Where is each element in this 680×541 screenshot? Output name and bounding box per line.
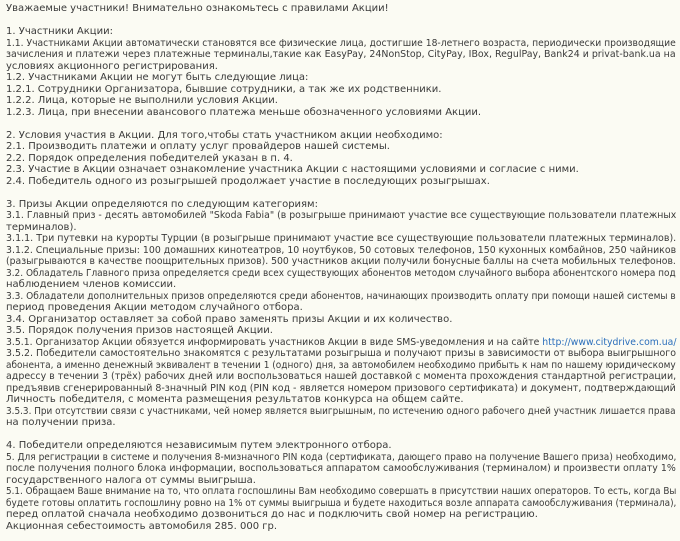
rule-line: 2.4. Победитель одного из розыгрышей продолжает участие в последующих розыгрышах. — [6, 175, 490, 187]
rule-line: 3.1.2. Специальные призы: 100 домашних кинотеатров, 10 ноутбуков, 50 сотовых телефонов, 150 кухонных комбайнов, 250 чайников — [6, 244, 677, 256]
rule-line: период проведения Акции методом случайного отбора. — [6, 302, 303, 313]
rule-line: после получения полного блока информации, воспользоваться аппаратом самообслуживания (терминалом) и произвести оплату 1% — [6, 463, 676, 474]
rule-line: Личность победителя, с момента размещения результатов конкурса на общем сайте. — [6, 394, 464, 405]
rule-line: 1.2. Участниками Акции не могут быть следующие лица: — [6, 72, 309, 83]
rule-line: 1.2.2. Лица, которые не выполнили условия Акции. — [6, 95, 278, 106]
rule-line: 5.1. Обращаем Ваше внимание на то, что оплата госпошлины Вам необходимо совершать в присутствии наших операторов. То есть, когда Вы — [6, 486, 677, 497]
rule-line: перед оплатой сначала необходимо дозвониться до нас и подключить свой номер на регистрацию. — [6, 509, 538, 520]
rule-line: терминалов). — [6, 221, 77, 233]
paragraph-gap — [6, 187, 676, 199]
paragraph-gap — [6, 118, 676, 130]
rule-line: 3.4. Организатор оставляет за собой право заменять призы Акции и их количество. — [6, 313, 453, 325]
rule-line: 3.3. Обладатели дополнительных призов определяются среди абонентов, начинающих производить оплату при помощи нашей системы в — [6, 290, 676, 302]
rule-line: Акционная себестоимость автомобиля 285. 000 гр. — [6, 520, 278, 532]
rule-line: 2.3. Участие в Акции означает ознакомление участника Акции с настоящими условиями и согласие с ними. — [6, 164, 579, 175]
rule-line: 3.5.2. Победители самостоятельно знакомятся с результатами розыгрыша и получают призы в зависимости от выбора выигрышного — [6, 348, 676, 359]
rule-line: 2. Условия участия в Акции. Для того,чтобы стать участником акции необходимо: — [6, 129, 443, 141]
rule-line: 3.5. Порядок получения призов настоящей Акции. — [6, 325, 273, 336]
rule-line: 3.1. Главный приз - десять автомобилей "Skoda Fabia" (в розыгрыше принимают участие все существующие пользователи платежных — [6, 210, 677, 221]
rule-line: 1.2.3. Лица, при внесении авансового платежа меньше обозначенного условиями Акции. — [6, 106, 482, 118]
greeting-heading: Уважаемые участники! Внимательно ознакомьтесь с правилами Акции! — [6, 3, 389, 14]
rule-line-with-link — [6, 336, 677, 349]
rule-text: 3.5.1. Организатор Акции обязуется информировать участников Акции в виде SMS-уведомления и на сайте — [6, 336, 543, 348]
paragraph-gap — [6, 429, 676, 441]
rule-line: 2.1. Производить платежи и оплату услуг провайдеров нашей системы. — [6, 141, 390, 152]
rule-line: на получении приза. — [6, 417, 116, 428]
rule-line: 3.5.3. При отсутствии связи с участниками, чей номер является выигрышным, по истечению одного рабочего дней участник лишается права — [6, 405, 676, 417]
rule-line: 5. Для регистрации в системе и получения 8-мизначного PIN кода (сертификата, дающего право на получение Вашего приза) необходимо, — [6, 451, 677, 463]
rule-line: 3.1.1. Три путевки на курорты Турции (в розыгрыше принимают участие все существующие пользователи платежных терминалов). — [6, 233, 677, 244]
rule-line: наблюдением членов комиссии. — [6, 279, 177, 290]
rule-line: 1.1. Участниками Акции автоматически становятся все физические лица, достигшие 18-летнего возраста, периодически производящие — [6, 37, 676, 49]
rules-document — [6, 3, 676, 532]
rule-line: 1.2.1. Сотрудники Организатора, бывшие сотрудники, а так же их родственники. — [6, 83, 442, 95]
citydrive-site-link[interactable]: http://www.citydrive.com.ua/ — [542, 336, 677, 348]
rule-line: зачисления и платежи через платежные терминалы,такие как EasyPay, 24NonStop, CityPay, IBox, RegulPay, Bank24 и privat-bank.ua на — [6, 49, 676, 60]
paragraph-gap — [6, 15, 676, 27]
rule-line: 1. Участники Акции: — [6, 26, 113, 37]
rule-line: абонента, а именно денежный эквивалент в течении 1 (одного) дня, за автомобилем необходимо прибыть к нам по нашему юридическому — [6, 359, 676, 371]
rule-line: условиях акционного регистрирования. — [6, 60, 218, 72]
rule-line: 3. Призы Акции определяются по следующим категориям: — [6, 198, 318, 210]
rule-line: будете готовы оплатить госпошлину ровно на 1% от суммы выигрыша и будете находиться возле аппарата самообслуживания (терминала), — [6, 497, 677, 509]
rule-line: предъявив сгенерированный 8-значный PIN код (PIN код - является номером призового сертификата) и документ, подтверждающий — [6, 382, 676, 394]
rule-line: государственного налога от суммы выигрыша. — [6, 474, 256, 486]
rule-line: (разыгрываются в качестве поощрительных призов). 500 участников акции получили бонусные баллы на счета мобильных телефонов. — [6, 256, 676, 267]
rule-line: 4. Победители определяются независимым путем электронного отбора. — [6, 440, 392, 451]
rule-line: 3.2. Обладатель Главного приза определяется среди всех существующих абонентов методом случайного выбора абонентского номера под — [6, 267, 676, 279]
rule-line: адрессу в течении 3 (трёх) рабочих дней или воспользоваться нашей доставкой с момента прохождения стандартной регистрации, — [6, 371, 677, 382]
rule-line: 2.2. Порядок определения победителей указан в п. 4. — [6, 152, 293, 164]
